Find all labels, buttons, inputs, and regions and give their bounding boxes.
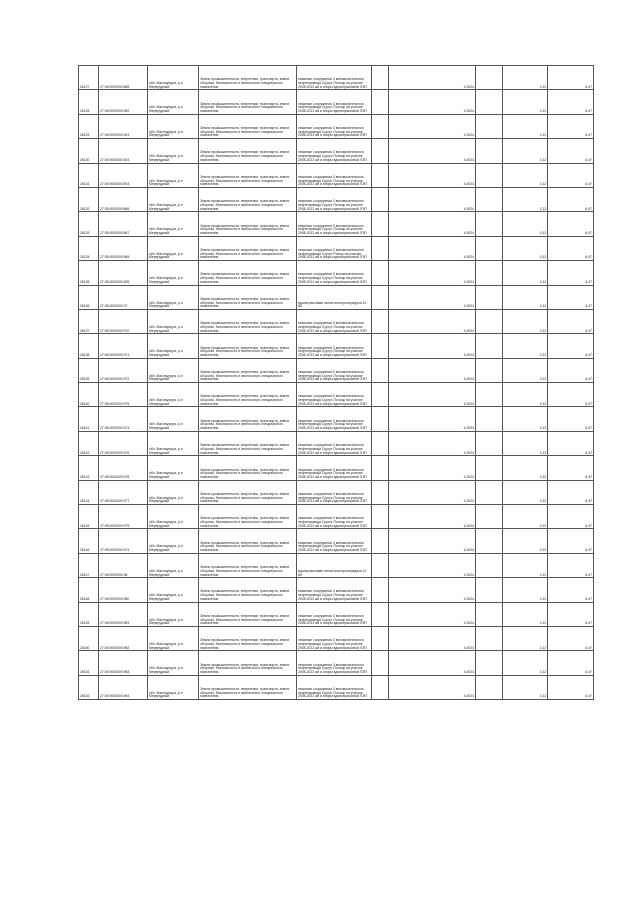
empty-cell — [371, 675, 389, 699]
object-description-cell: нежилые сооружения 3 вспомогательного нефтепровода Сургут-Полоцк на участке 2008-2012 км и опоры вдольтрассовой ЛЭП — [296, 66, 371, 90]
value1-cell — [476, 236, 503, 260]
value2-cell: 0,12 — [502, 505, 548, 529]
area-cell: 4,0024 — [389, 456, 476, 480]
row-number-cell: 26150 — [79, 626, 99, 650]
land-category-cell: Земли промышленности, энергетики, транспорта, земли обороны, безопасности и земли иного специального назначения — [199, 261, 297, 285]
value3-cell: 6,47 — [548, 626, 594, 650]
table-row — [79, 139, 594, 163]
value3-cell: 6,47 — [548, 261, 594, 285]
land-category-cell: Земли промышленности, энергетики, транспорта, земли обороны, безопасности и земли иного специального назначения — [199, 383, 297, 407]
empty-cell — [371, 187, 389, 211]
object-description-cell: нежилые сооружения 3 вспомогательного нефтепровода Сургут-Полоцк на участке 2008-2012 км и опоры вдольтрассовой ЛЭП — [296, 529, 371, 553]
area-cell: 4,0024 — [389, 407, 476, 431]
land-category-cell: Земли промышленности, энергетики, транспорта, земли обороны, безопасности и земли иного специального назначения — [199, 285, 297, 309]
value2-cell: 0,12 — [502, 261, 548, 285]
cadastral-number-cell: 27:05:0000000:868 — [99, 66, 148, 90]
value2-cell: 0,12 — [502, 529, 548, 553]
address-cell: обл. Маслауорра, р-н Мерерудный — [147, 358, 198, 382]
row-number-cell: 26132 — [79, 187, 99, 211]
object-description-cell: нежилые сооружения 3 вспомогательного нефтепровода Сургут-Полоцк на участке 2008-2012 км и опоры вдольтрассовой ЛЭП — [296, 383, 371, 407]
value3-cell: 6,47 — [548, 675, 594, 699]
value2-cell: 0,12 — [502, 285, 548, 309]
value1-cell — [476, 456, 503, 480]
value3-cell: 6,47 — [548, 553, 594, 577]
cadastral-number-cell: 27:05:0000000:972 — [99, 358, 148, 382]
row-number-cell: 26138 — [79, 334, 99, 358]
area-cell: 4,0024 — [389, 505, 476, 529]
value3-cell: 6,47 — [548, 456, 594, 480]
land-category-cell: Земли промышленности, энергетики, транспорта, земли обороны, безопасности и земли иного специального назначения — [199, 139, 297, 163]
object-description-cell: нежилые сооружения 3 вспомогательного нефтепровода Сургут-Полоцк на участке 2008-2012 км и опоры вдольтрассовой ЛЭП — [296, 114, 371, 138]
value2-cell: 0,12 — [502, 407, 548, 431]
value1-cell — [476, 407, 503, 431]
value2-cell: 0,12 — [502, 236, 548, 260]
address-cell: обл. Маслауорра, р-н Мерерудный — [147, 212, 198, 236]
cadastral-number-cell: 27:05:0000000:301 — [99, 114, 148, 138]
land-category-cell: Земли промышленности, энергетики, транспорта, земли обороны, безопасности и земли иного специального назначения — [199, 187, 297, 211]
value3-cell: 6,47 — [548, 407, 594, 431]
row-number-cell: 26144 — [79, 480, 99, 504]
empty-cell — [371, 407, 389, 431]
area-cell: 4,0024 — [389, 431, 476, 455]
value3-cell: 6,47 — [548, 309, 594, 333]
table-row — [79, 626, 594, 650]
value1-cell — [476, 431, 503, 455]
table-body — [79, 66, 594, 700]
empty-cell — [371, 529, 389, 553]
cadastral-number-cell: 27:05:0000000:37 — [99, 285, 148, 309]
area-cell: 4,0024 — [389, 114, 476, 138]
value2-cell: 0,12 — [502, 456, 548, 480]
value1-cell — [476, 578, 503, 602]
cadastral-number-cell: 27:05:0000000:38 — [99, 553, 148, 577]
area-cell: 4,0024 — [389, 334, 476, 358]
value1-cell — [476, 309, 503, 333]
object-description-cell: нежилые сооружения 3 вспомогательного нефтепровода Сургут-Полоцк на участке 2008-2012 км и опоры вдольтрассовой ЛЭП — [296, 358, 371, 382]
value3-cell: 6,47 — [548, 505, 594, 529]
value2-cell: 0,12 — [502, 383, 548, 407]
row-number-cell: 26135 — [79, 261, 99, 285]
area-cell: 4,0024 — [389, 139, 476, 163]
value3-cell: 6,47 — [548, 334, 594, 358]
value1-cell — [476, 358, 503, 382]
empty-cell — [371, 358, 389, 382]
land-category-cell: Земли промышленности, энергетики, транспорта, земли обороны, безопасности и земли иного специального назначения — [199, 236, 297, 260]
row-number-cell: 26128 — [79, 90, 99, 114]
row-number-cell: 26146 — [79, 529, 99, 553]
value1-cell — [476, 139, 503, 163]
value2-cell: 0,12 — [502, 553, 548, 577]
value2-cell: 0,12 — [502, 212, 548, 236]
area-cell: 4,0024 — [389, 578, 476, 602]
value1-cell — [476, 90, 503, 114]
row-number-cell: 26133 — [79, 212, 99, 236]
cadastral-number-cell: 27:05:0000000:971 — [99, 334, 148, 358]
row-number-cell: 26145 — [79, 505, 99, 529]
value1-cell — [476, 505, 503, 529]
value1-cell — [476, 285, 503, 309]
table-row — [79, 66, 594, 90]
empty-cell — [371, 602, 389, 626]
address-cell: обл. Маслауорра, р-н Мерерудный — [147, 285, 198, 309]
area-cell: 4,0024 — [389, 309, 476, 333]
address-cell: обл. Маслауорра, р-н Мерерудный — [147, 602, 198, 626]
value2-cell: 0,12 — [502, 66, 548, 90]
value3-cell: 6,47 — [548, 114, 594, 138]
value3-cell: 6,47 — [548, 431, 594, 455]
value3-cell: 6,47 — [548, 602, 594, 626]
value2-cell: 0,12 — [502, 651, 548, 675]
cadastral-number-cell: 27:05:0000000:970 — [99, 309, 148, 333]
table-row — [79, 407, 594, 431]
empty-cell — [371, 236, 389, 260]
address-cell: обл. Маслауорра, р-н Мерерудный — [147, 456, 198, 480]
value3-cell: 6,47 — [548, 90, 594, 114]
land-category-cell: Земли промышленности, энергетики, транспорта, земли обороны, безопасности и земли иного специального назначения — [199, 66, 297, 90]
table-row — [79, 529, 594, 553]
area-cell: 4,0024 — [389, 90, 476, 114]
address-cell: обл. Маслауорра, р-н Мерерудный — [147, 578, 198, 602]
table-row — [79, 187, 594, 211]
table-row — [79, 553, 594, 577]
land-category-cell: Земли промышленности, энергетики, транспорта, земли обороны, безопасности и земли иного специального назначения — [199, 626, 297, 650]
object-description-cell: нежилые сооружения 3 вспомогательного нефтепровода Сургут-Полоцк на участке 2008-2012 км и опоры вдольтрассовой ЛЭП — [296, 505, 371, 529]
object-description-cell: нежилые сооружения 3 вспомогательного нефтепровода Сургут-Полоцк на участке 2008-2012 км и опоры вдольтрассовой ЛЭП — [296, 602, 371, 626]
value2-cell: 2,12 — [502, 187, 548, 211]
area-cell: 4,0024 — [389, 651, 476, 675]
address-cell: обл. Маслауорра, р-н Мерерудный — [147, 505, 198, 529]
value2-cell: 2,12 — [502, 334, 548, 358]
empty-cell — [371, 261, 389, 285]
land-category-cell: Земли промышленности, энергетики, транспорта, земли обороны, безопасности и земли иного специального назначения — [199, 334, 297, 358]
value2-cell: 0,12 — [502, 358, 548, 382]
value3-cell: 6,47 — [548, 212, 594, 236]
area-cell: 4,0024 — [389, 626, 476, 650]
address-cell: обл. Маслауорра, р-н Мерерудный — [147, 66, 198, 90]
value1-cell — [476, 480, 503, 504]
land-category-cell: Земли промышленности, энергетики, транспорта, земли обороны, безопасности и земли иного специального назначения — [199, 578, 297, 602]
row-number-cell: 26136 — [79, 285, 99, 309]
empty-cell — [371, 383, 389, 407]
value2-cell: 0,12 — [502, 139, 548, 163]
row-number-cell: 26147 — [79, 553, 99, 577]
value1-cell — [476, 626, 503, 650]
area-cell: 4,0024 — [389, 285, 476, 309]
object-description-cell: нежилые сооружения 3 вспомогательного нефтепровода Сургут-Полоцк на участке 2008-2012 км и опоры вдольтрассовой ЛЭП — [296, 456, 371, 480]
value3-cell: 6,47 — [548, 383, 594, 407]
address-cell: обл. Маслауорра, р-н Мерерудный — [147, 553, 198, 577]
value2-cell: 0,12 — [502, 90, 548, 114]
table-row — [79, 578, 594, 602]
address-cell: обл. Маслауорра, р-н Мерерудный — [147, 261, 198, 285]
empty-cell — [371, 505, 389, 529]
value1-cell — [476, 212, 503, 236]
value2-cell: 0,12 — [502, 480, 548, 504]
cadastral-number-cell: 27:05:0000000:309 — [99, 261, 148, 285]
address-cell: обл. Маслауорра, р-н Мерерудный — [147, 480, 198, 504]
table-row — [79, 309, 594, 333]
row-number-cell: 26143 — [79, 456, 99, 480]
area-cell: 4,0024 — [389, 602, 476, 626]
address-cell: обл. Маслауорра, р-н Мерерудный — [147, 309, 198, 333]
value2-cell: 0,12 — [502, 431, 548, 455]
empty-cell — [371, 431, 389, 455]
row-number-cell: 26139 — [79, 358, 99, 382]
land-category-cell: Земли промышленности, энергетики, транспорта, земли обороны, безопасности и земли иного специального назначения — [199, 505, 297, 529]
value1-cell — [476, 261, 503, 285]
table-row — [79, 358, 594, 382]
land-category-cell: Земли промышленности, энергетики, транспорта, земли обороны, безопасности и земли иного специального назначения — [199, 358, 297, 382]
object-description-cell: нежилые сооружения 3 вспомогательного нефтепровода Сургут-Полоцк на участке 2008-2012 км и опоры вдольтрассовой ЛЭП — [296, 261, 371, 285]
value2-cell: 0,12 — [502, 309, 548, 333]
cadastral-number-cell: 27:05:0000000:867 — [99, 212, 148, 236]
cadastral-number-cell: 27:05:0000000:984 — [99, 675, 148, 699]
address-cell: обл. Маслауорра, р-н Мерерудный — [147, 383, 198, 407]
empty-cell — [371, 456, 389, 480]
value3-cell: 6,47 — [548, 66, 594, 90]
table-row — [79, 285, 594, 309]
table-row — [79, 261, 594, 285]
row-number-cell: 26148 — [79, 578, 99, 602]
land-category-cell: Земли промышленности, энергетики, транспорта, земли обороны, безопасности и земли иного специального назначения — [199, 90, 297, 114]
area-cell: 4,0024 — [389, 358, 476, 382]
empty-cell — [371, 480, 389, 504]
object-description-cell: нежилые сооружения 3 вспомогательного нефтепровода Сургут-Полоцк на участке 2008-2012 км и опоры вдольтрассовой ЛЭП — [296, 407, 371, 431]
value1-cell — [476, 602, 503, 626]
value1-cell — [476, 529, 503, 553]
object-description-cell: нежилые сооружения 3 вспомогательного нефтепровода Сургут-Полоцк на участке 2008-2012 км и опоры вдольтрассовой ЛЭП — [296, 139, 371, 163]
value2-cell: 0,12 — [502, 578, 548, 602]
object-description-cell: вдольтрассовая линия электропередачи 10 кВ — [296, 285, 371, 309]
empty-cell — [371, 212, 389, 236]
address-cell: обл. Маслауорра, р-н Мерерудный — [147, 407, 198, 431]
land-category-cell: Земли промышленности, энергетики, транспорта, земли обороны, безопасности и земли иного специального назначения — [199, 553, 297, 577]
land-category-cell: Земли промышленности, энергетики, транспорта, земли обороны, безопасности и земли иного специального назначения — [199, 480, 297, 504]
cadastral-number-cell: 27:05:0000000:982 — [99, 626, 148, 650]
area-cell: 4,0024 — [389, 236, 476, 260]
address-cell: обл. Маслауорра, р-н Мерерудный — [147, 163, 198, 187]
address-cell: обл. Маслауорра, р-н Мерерудный — [147, 529, 198, 553]
land-parcels-table — [78, 65, 594, 700]
empty-cell — [371, 139, 389, 163]
land-category-cell: Земли промышленности, энергетики, транспорта, земли обороны, безопасности и земли иного специального назначения — [199, 431, 297, 455]
value1-cell — [476, 66, 503, 90]
value2-cell: 0,12 — [502, 675, 548, 699]
value3-cell: 6,47 — [548, 358, 594, 382]
land-category-cell: Земли промышленности, энергетики, транспорта, земли обороны, безопасности и земли иного специального назначения — [199, 212, 297, 236]
value3-cell: 6,47 — [548, 480, 594, 504]
value1-cell — [476, 675, 503, 699]
object-description-cell: нежилые сооружения 3 вспомогательного нефтепровода Сургут-Полоцк на участке 2008-2012 км и опоры вдольтрассовой ЛЭП — [296, 187, 371, 211]
value3-cell: 6,47 — [548, 163, 594, 187]
object-description-cell: нежилые сооружения 3 вспомогательного нефтепровода Сургут-Полоцк на участке 2008-2012 км и опоры вдольтрассовой ЛЭП — [296, 90, 371, 114]
area-cell: 4,0024 — [389, 66, 476, 90]
address-cell: обл. Маслауорра, р-н Мерерудный — [147, 334, 198, 358]
row-number-cell: 26137 — [79, 309, 99, 333]
empty-cell — [371, 334, 389, 358]
table-row — [79, 675, 594, 699]
area-cell: 4,0024 — [389, 553, 476, 577]
address-cell: обл. Маслауорра, р-н Мерерудный — [147, 236, 198, 260]
cadastral-number-cell: 27:05:0000000:304 — [99, 139, 148, 163]
address-cell: обл. Маслауорра, р-н Мерерудный — [147, 139, 198, 163]
address-cell: обл. Маслауорра, р-н Мерерудный — [147, 651, 198, 675]
land-category-cell: Земли промышленности, энергетики, транспорта, земли обороны, безопасности и земли иного специального назначения — [199, 651, 297, 675]
cadastral-number-cell: 27:05:0000000:976 — [99, 431, 148, 455]
value1-cell — [476, 651, 503, 675]
table-row — [79, 651, 594, 675]
area-cell: 4,0024 — [389, 675, 476, 699]
row-number-cell: 26141 — [79, 407, 99, 431]
cadastral-number-cell: 27:05:0000000:977 — [99, 480, 148, 504]
row-number-cell: 26142 — [79, 431, 99, 455]
empty-cell — [371, 114, 389, 138]
value1-cell — [476, 187, 503, 211]
value2-cell: 0,12 — [502, 602, 548, 626]
area-cell: 4,0024 — [389, 480, 476, 504]
empty-cell — [371, 553, 389, 577]
value1-cell — [476, 114, 503, 138]
value1-cell — [476, 383, 503, 407]
cadastral-number-cell: 27:05:0000000:975 — [99, 383, 148, 407]
value1-cell — [476, 163, 503, 187]
area-cell: 4,0024 — [389, 187, 476, 211]
address-cell: обл. Маслауорра, р-н Мерерудный — [147, 675, 198, 699]
row-number-cell: 26130 — [79, 139, 99, 163]
address-cell: обл. Маслауорра, р-н Мерерудный — [147, 431, 198, 455]
cadastral-number-cell: 27:05:0000000:980 — [99, 578, 148, 602]
table-row — [79, 90, 594, 114]
cadastral-number-cell: 27:05:0000000:981 — [99, 602, 148, 626]
address-cell: обл. Маслауорра, р-н Мерерудный — [147, 187, 198, 211]
object-description-cell: нежилые сооружения 3 вспомогательного нефтепровода Сургут-Полоцк на участке 2008-2012 км и опоры вдольтрассовой ЛЭП — [296, 480, 371, 504]
value3-cell: 6,47 — [548, 187, 594, 211]
table-row — [79, 602, 594, 626]
area-cell: 4,0024 — [389, 163, 476, 187]
area-cell: 4,0024 — [389, 529, 476, 553]
object-description-cell: нежилые сооружения 3 вспомогательного нефтепровода Сургут-Полоцк на участке 2008-2012 км и опоры вдольтрассовой ЛЭП — [296, 431, 371, 455]
cadastral-number-cell: 27:05:0000000:974 — [99, 529, 148, 553]
empty-cell — [371, 651, 389, 675]
document-page — [78, 65, 594, 700]
object-description-cell: нежилые сооружения 3 вспомогательного нефтепровода Сургут-Полоцк на участке 2008-2012 км и опоры вдольтрассовой ЛЭП — [296, 651, 371, 675]
empty-cell — [371, 578, 389, 602]
empty-cell — [371, 285, 389, 309]
value2-cell: 2,12 — [502, 626, 548, 650]
address-cell: обл. Маслауорра, р-н Мерерудный — [147, 114, 198, 138]
row-number-cell: 26152 — [79, 675, 99, 699]
row-number-cell: 26134 — [79, 236, 99, 260]
cadastral-number-cell: 27:05:0000000:965 — [99, 236, 148, 260]
object-description-cell: нежилые сооружения 3 вспомогательного нефтепровода Сургут-Полоцк на участке 2008-2012 км и опоры вдольтрассовой ЛЭП — [296, 626, 371, 650]
area-cell: 4,0024 — [389, 383, 476, 407]
value2-cell: 0,12 — [502, 163, 548, 187]
empty-cell — [371, 163, 389, 187]
row-number-cell: 26131 — [79, 163, 99, 187]
empty-cell — [371, 626, 389, 650]
value3-cell: 6,47 — [548, 285, 594, 309]
table-row — [79, 236, 594, 260]
land-category-cell: Земли промышленности, энергетики, транспорта, земли обороны, безопасности и земли иного специального назначения — [199, 407, 297, 431]
area-cell: 4,0024 — [389, 212, 476, 236]
row-number-cell: 26140 — [79, 383, 99, 407]
row-number-cell: 26151 — [79, 651, 99, 675]
cadastral-number-cell: 27:05:0000000:978 — [99, 456, 148, 480]
object-description-cell: вдольтрассовая линия электропередачи 10 кВ — [296, 553, 371, 577]
value3-cell: 6,47 — [548, 529, 594, 553]
table-row — [79, 212, 594, 236]
cadastral-number-cell: 27:05:0000000:983 — [99, 651, 148, 675]
object-description-cell: нежилые сооружения 3 вспомогательного нефтепровода Сургут-Полоцк на участке 2008-2012 км и опоры вдольтрассовой ЛЭП — [296, 578, 371, 602]
value3-cell: 6,47 — [548, 236, 594, 260]
cadastral-number-cell: 27:05:0000000:979 — [99, 505, 148, 529]
address-cell: обл. Маслауорра, р-н Мерерудный — [147, 90, 198, 114]
table-row — [79, 480, 594, 504]
cadastral-number-cell: 27:05:0000000:974 — [99, 407, 148, 431]
land-category-cell: Земли промышленности, энергетики, транспорта, земли обороны, безопасности и земли иного специального назначения — [199, 163, 297, 187]
empty-cell — [371, 90, 389, 114]
table-row — [79, 334, 594, 358]
table-row — [79, 505, 594, 529]
value3-cell: 6,47 — [548, 139, 594, 163]
object-description-cell: нежилые сооружения 3 вспомогательного нефтепровода Сургут-Polоцк на участке 2008-2012 км и опоры вдольтрассовой ЛЭП — [296, 236, 371, 260]
address-cell: обл. Маслауорра, р-н Мерерудный — [147, 626, 198, 650]
value3-cell: 6,47 — [548, 651, 594, 675]
empty-cell — [371, 66, 389, 90]
table-row — [79, 456, 594, 480]
cadastral-number-cell: 27:05:0000000:866 — [99, 187, 148, 211]
object-description-cell: нежилые сооружения 3 вспомогательного нефтепровода Сургут-Полоцк на участке 2008-2012 км и опоры вдольтрассовой ЛЭП — [296, 163, 371, 187]
cadastral-number-cell: 27:05:0000000:903 — [99, 163, 148, 187]
table-row — [79, 163, 594, 187]
cadastral-number-cell: 27:05:0000000:962 — [99, 90, 148, 114]
area-cell: 4,0024 — [389, 261, 476, 285]
land-category-cell: Земли промышленности, энергетики, транспорта, земли обороны, безопасности и земли иного специального назначения — [199, 529, 297, 553]
object-description-cell: нежилые сооружения 3 вспомогательного нефтепровода Сургут-Полоцк на участке 2008-2012 км и опоры вдольтрассовой ЛЭП — [296, 675, 371, 699]
row-number-cell: 26149 — [79, 602, 99, 626]
land-category-cell: Земли промышленности, энергетики, транспорта, земли обороны, безопасности и земли иного специального назначения — [199, 114, 297, 138]
empty-cell — [371, 309, 389, 333]
object-description-cell: нежилые сооружения 3 вспомогательного нефтепровода Сургут-Полоцк на участке 2008-2012 км и опоры вдольтрассовой ЛЭП — [296, 212, 371, 236]
row-number-cell: 26127 — [79, 66, 99, 90]
value1-cell — [476, 553, 503, 577]
land-category-cell: Земли промышленности, энергетики, транспорта, земли обороны, безопасности и земли иного специального назначения — [199, 456, 297, 480]
value1-cell — [476, 334, 503, 358]
land-category-cell: Земли промышленности, энергетики, транспорта, земли обороны, безопасности и земли иного специального назначения — [199, 602, 297, 626]
table-row — [79, 383, 594, 407]
object-description-cell: нежилые сооружения 3 вспомогательного нефтепровода Сургут-Полоцк на участке 2008-2012 км и опоры вдольтрассовой ЛЭП — [296, 309, 371, 333]
object-description-cell: нежилые сооружения 3 вспомогательного нефтепровода Сургут-Полоцк на участке 2008-2012 км и опоры вдольтрассовой ЛЭП — [296, 334, 371, 358]
land-category-cell: Земли промышленности, энергетики, транспорта, земли обороны, безопасности и земли иного специального назначения — [199, 309, 297, 333]
table-row — [79, 431, 594, 455]
table-row — [79, 114, 594, 138]
land-category-cell: Земли промышленности, энергетики, транспорта, земли обороны, безопасности и земли иного специального назначения — [199, 675, 297, 699]
row-number-cell: 26129 — [79, 114, 99, 138]
value2-cell: 0,12 — [502, 114, 548, 138]
value3-cell: 6,47 — [548, 578, 594, 602]
